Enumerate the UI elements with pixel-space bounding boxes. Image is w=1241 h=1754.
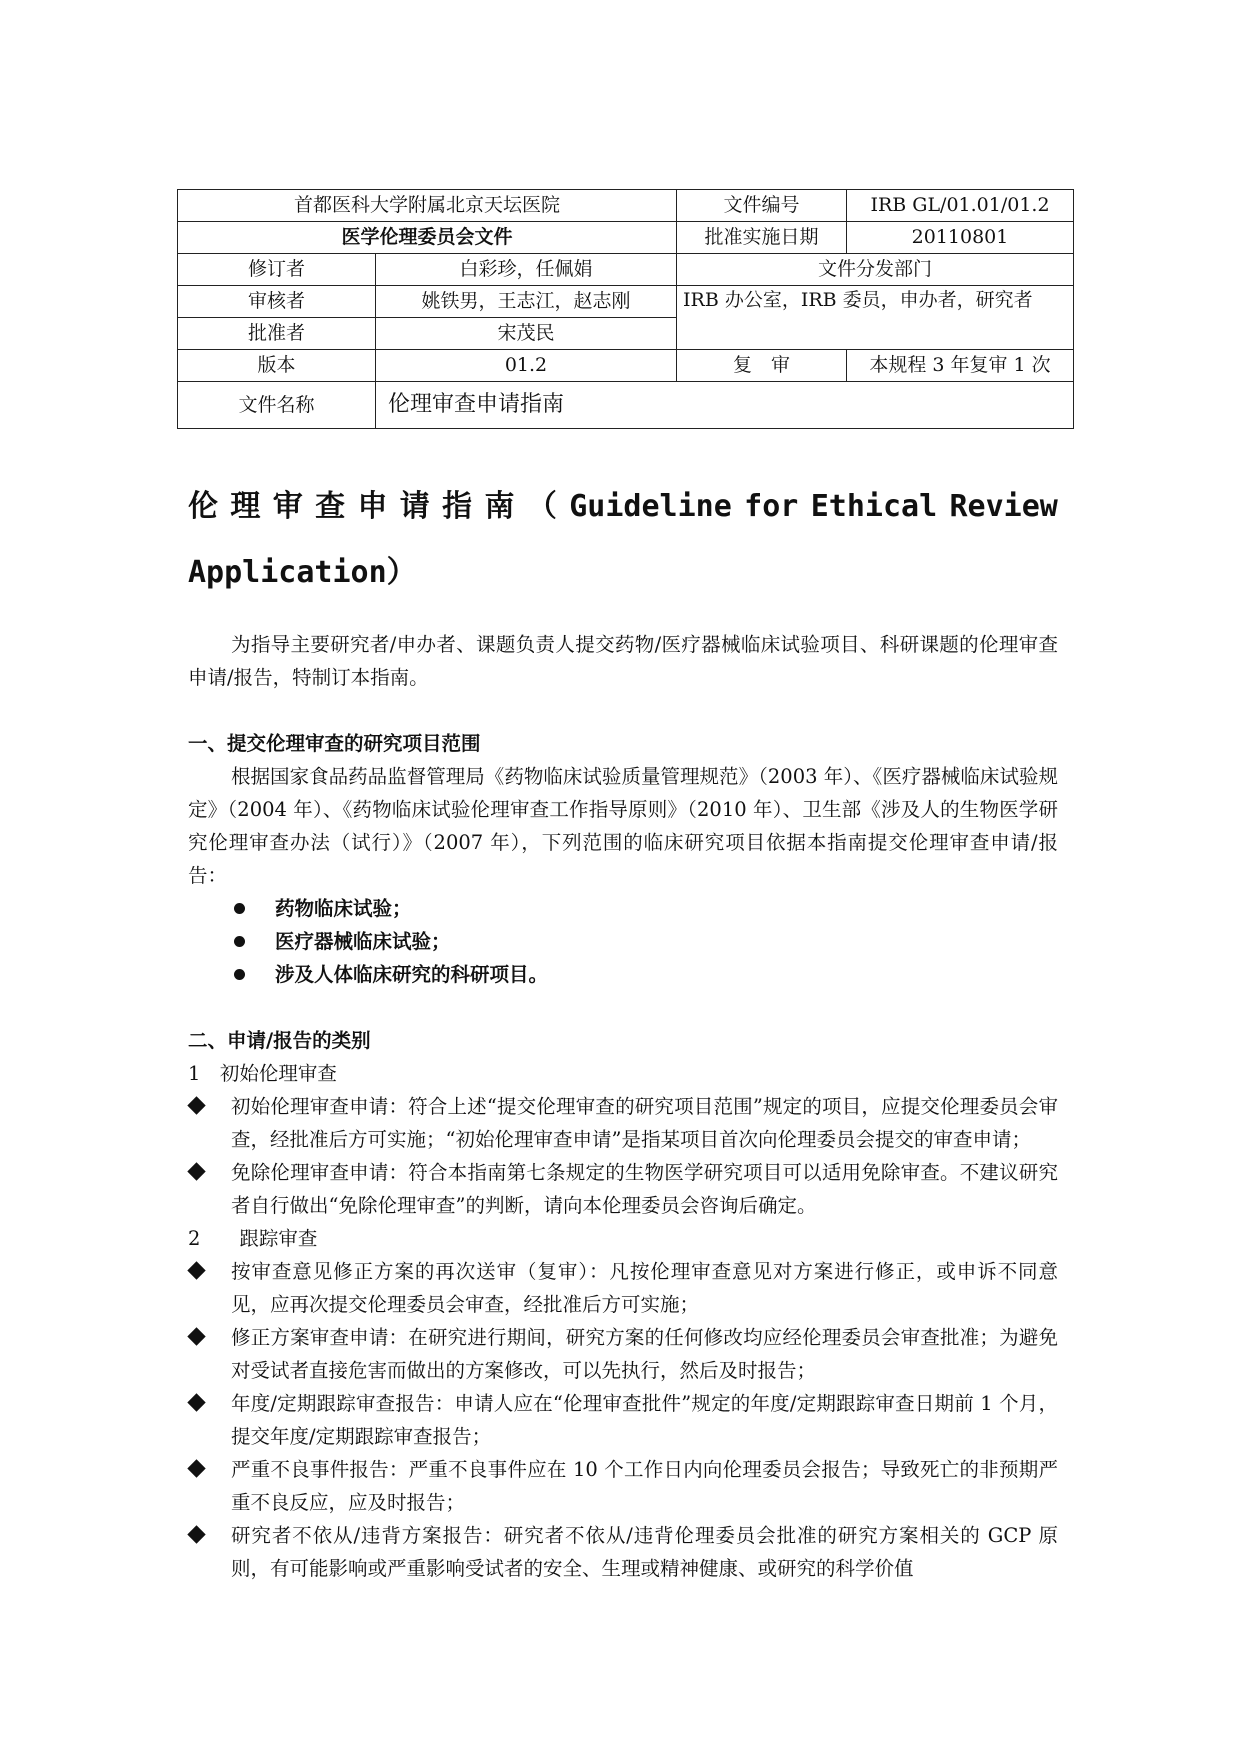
section-2-heading: 二、申请/报告的类别	[188, 1029, 371, 1052]
document-header-table	[177, 189, 1074, 429]
approver-label: 批准者	[178, 318, 376, 350]
list-item: 初始伦理审查申请：符合上述“提交伦理审查的研究项目范围”规定的项目，应提交伦理委员会审查，经批准后方可实施；“初始伦理审查申请”是指某项目首次向伦理委员会提交的审查申请；	[188, 1090, 1058, 1156]
title-word: 指	[442, 489, 473, 524]
list-item: 修正方案审查申请：在研究进行期间，研究方案的任何修改均应经伦理委员会审查批准；为避免对受试者直接危害而做出的方案修改，可以先执行，然后及时报告；	[188, 1321, 1058, 1387]
subsection-follow-up-review: 2 跟踪审查	[188, 1227, 318, 1250]
approve-date-value: 20110801	[847, 222, 1074, 254]
list-item: 涉及人体临床研究的科研项目。	[188, 958, 1058, 991]
title-word: 南	[484, 489, 515, 524]
section-1-bullets	[188, 892, 1058, 991]
list-item: 研究者不依从/违背方案报告：研究者不依从/违背伦理委员会批准的研究方案相关的 GCP 原则，有可能影响或严重影响受试者的安全、生理或精神健康、或研究的科学价值	[188, 1519, 1058, 1585]
title-word: 伦	[188, 489, 218, 524]
title-line-1	[188, 474, 1058, 540]
reviser-value: 白彩珍，任佩娟	[376, 254, 677, 286]
distribution-label: 文件分发部门	[677, 254, 1074, 286]
diamond-bullet-icon	[187, 1393, 205, 1411]
title-word: 理	[230, 489, 261, 524]
title-word: 查	[315, 489, 346, 524]
list-item: 年度/定期跟踪审查报告：申请人应在“伦理审查批件”规定的年度/定期跟踪审查日期前 1 个月，提交年度/定期跟踪审查报告；	[188, 1387, 1058, 1453]
title-word: （	[526, 489, 557, 524]
recheck-label: 复 审	[677, 350, 847, 382]
title-word: Ethical	[810, 489, 938, 524]
list-item: 免除伦理审查申请：符合本指南第七条规定的生物医学研究项目可以适用免除审查。不建议研究者自行做出“免除伦理审查”的判断，请向本伦理委员会咨询后确定。	[188, 1156, 1058, 1222]
diamond-bullet-icon	[187, 1096, 205, 1114]
title-word: 请	[399, 489, 430, 524]
reviewer-label: 审核者	[178, 286, 376, 318]
subsection-initial-review: 1 初始伦理审查	[188, 1062, 337, 1085]
bullet-dot-icon	[234, 903, 245, 914]
list-item: 按审查意见修正方案的再次送审（复审）：凡按伦理审查意见对方案进行修正，或申诉不同意见，应再次提交伦理委员会审查，经批准后方可实施；	[188, 1255, 1058, 1321]
title-word: 审	[272, 489, 303, 524]
recheck-value: 本规程 3 年复审 1 次	[847, 350, 1074, 382]
diamond-bullet-icon	[187, 1459, 205, 1477]
filename-label: 文件名称	[178, 382, 376, 429]
distribution-value: IRB 办公室，IRB 委员，申办者，研究者	[677, 286, 1074, 350]
doc-type: 医学伦理委员会文件	[178, 222, 677, 254]
version-value: 01.2	[376, 350, 677, 382]
title-word: Guideline	[569, 489, 732, 524]
hospital-name: 首都医科大学附属北京天坛医院	[178, 190, 677, 222]
title-word: Review	[949, 489, 1058, 524]
diamond-bullet-icon	[187, 1261, 205, 1279]
list-item: 药物临床试验；	[188, 892, 1058, 925]
approver-value: 宋茂民	[376, 318, 677, 350]
title-word: 申	[357, 489, 388, 524]
approve-date-label: 批准实施日期	[677, 222, 847, 254]
version-label: 版本	[178, 350, 376, 382]
doc-no-value: IRB GL/01.01/01.2	[847, 190, 1074, 222]
reviser-label: 修订者	[178, 254, 376, 286]
title-word: for	[744, 489, 799, 524]
list-item: 医疗器械临床试验；	[188, 925, 1058, 958]
bullet-dot-icon	[234, 969, 245, 980]
diamond-bullet-icon	[187, 1525, 205, 1543]
document-body	[188, 628, 1058, 1585]
filename-value: 伦理审查申请指南	[376, 382, 1074, 429]
doc-no-label: 文件编号	[677, 190, 847, 222]
diamond-bullet-icon	[187, 1162, 205, 1180]
bullet-dot-icon	[234, 936, 245, 947]
reviewer-value: 姚铁男，王志江，赵志刚	[376, 286, 677, 318]
diamond-bullet-icon	[187, 1327, 205, 1345]
document-title	[188, 474, 1058, 606]
section-1-heading: 一、提交伦理审查的研究项目范围	[188, 732, 481, 755]
section-1-text: 根据国家食品药品监督管理局《药物临床试验质量管理规范》（2003 年）、《医疗器械临床试验规定》（2004 年）、《药物临床试验伦理审查工作指导原则》（2010 年）、卫生部《涉及人的生物医学研究伦理审查办法（试行）》（2007 年），下列范围的临床研究项目依据本指南提交伦理审查申请/报告：	[188, 765, 1058, 887]
list-item: 严重不良事件报告：严重不良事件应在 10 个工作日内向伦理委员会报告；导致死亡的非预期严重不良反应，应及时报告；	[188, 1453, 1058, 1519]
intro-paragraph: 为指导主要研究者/申办者、课题负责人提交药物/医疗器械临床试验项目、科研课题的伦理审查申请/报告，特制订本指南。	[188, 633, 1058, 689]
title-line-2: Application）	[188, 555, 417, 590]
